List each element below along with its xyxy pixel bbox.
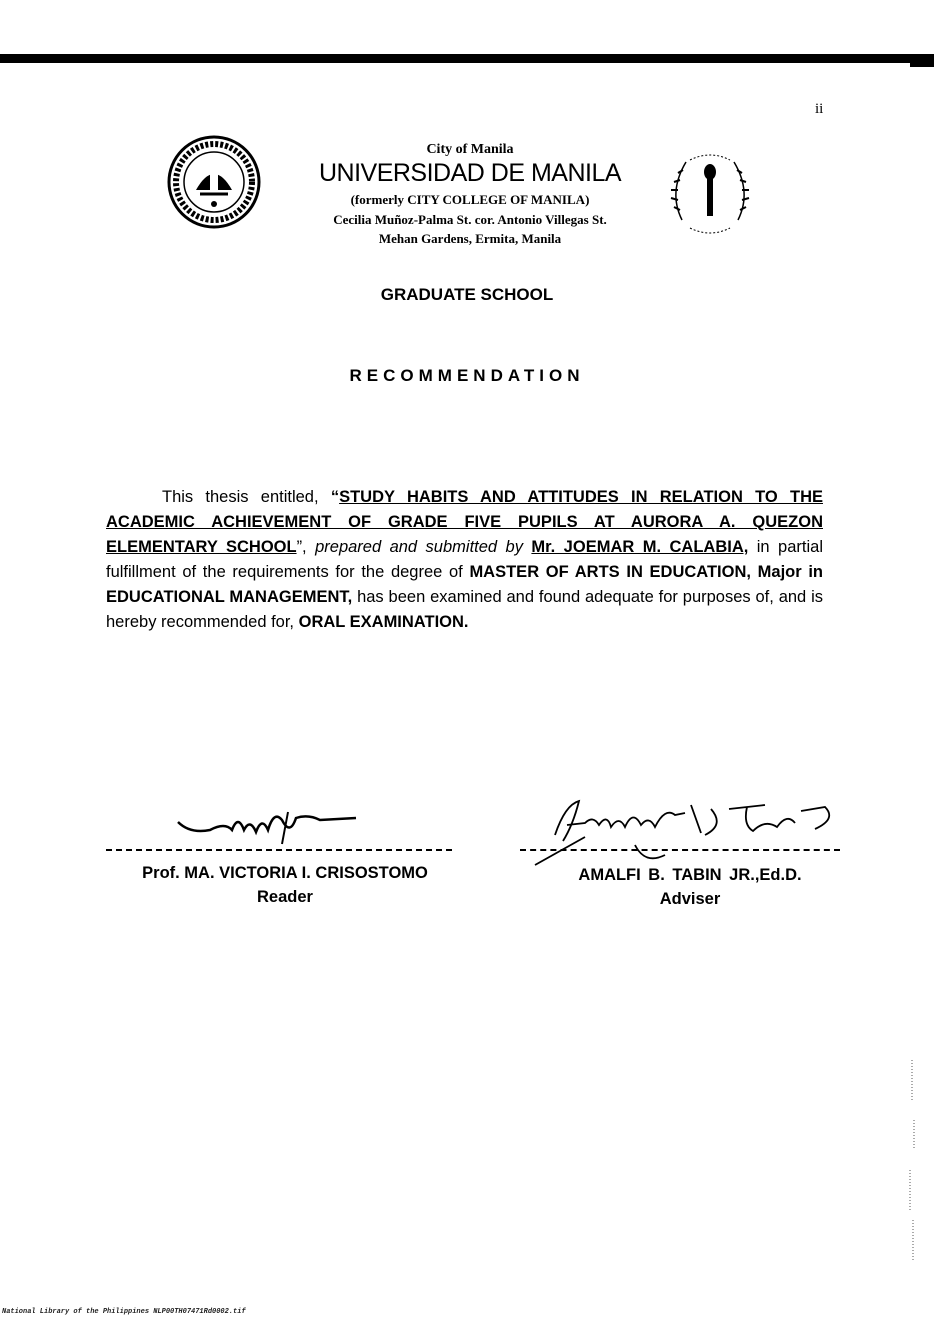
university-seal-left [166, 134, 262, 230]
letterhead [290, 141, 650, 248]
adviser-role: Adviser [659, 890, 721, 908]
reader-name: Prof. MA. VICTORIA I. CRISOSTOMO [142, 864, 428, 882]
reader-role: Reader [257, 888, 313, 906]
page-number: ii [815, 101, 824, 117]
address-line-1: Cecilia Muñoz-Palma St. cor. Antonio Villegas St. [333, 212, 607, 227]
address-line-2: Mehan Gardens, Ermita, Manila [378, 231, 562, 246]
adviser-signature-line [520, 849, 840, 851]
recommendation-body: This thesis entitled, “STUDY HABITS AND ATTITUDES IN RELATION TO THE ACADEMIC ACHIEVEMENT OF GRADE FIVE PUPILS AT AURORA A. QUEZON ELEMENTARY SCHOOL”, prepared and submitted by Mr. JOEMAR M. CALABIA, in partial fulfillment of the requirements for the degree of MASTER OF ARTS IN EDUCATION, Major in EDUCATIONAL MANAGEMENT, has been examined and found adequate for purposes of, and is hereby recommended for, ORAL EXAMINATION. [106, 488, 823, 631]
thesis-title: STUDY HABITS AND ATTITUDES IN RELATION TO THE ACADEMIC ACHIEVEMENT OF GRADE FIVE PUPILS AT AURORA A. QUEZON ELEMENTARY SCHOOL [106, 488, 823, 556]
recommendation-heading: RECOMMENDATION [349, 366, 585, 385]
city-name: City of Manila [426, 142, 514, 157]
graduate-school-title: GRADUATE SCHOOL [380, 285, 554, 304]
adviser-signature [515, 785, 845, 875]
scan-edge-noise [900, 1060, 918, 1260]
scan-footer: National Library of the Philippines NLP00TH07471Rd0002.tif [2, 1308, 246, 1316]
former-name: (formerly CITY COLLEGE OF MANILA) [350, 192, 590, 207]
graduate-school-seal-right [660, 148, 760, 238]
top-border-end [910, 58, 934, 67]
reader-signature [170, 800, 370, 850]
university-name: UNIVERSIDAD DE MANILA [318, 159, 622, 187]
reader-signature-line [106, 849, 452, 851]
degree: MASTER OF ARTS IN EDUCATION, Major in EDUCATIONAL MANAGEMENT, [106, 563, 823, 606]
adviser-name: AMALFI B. TABIN JR.,Ed.D. [578, 866, 802, 884]
author-name: Mr. JOEMAR M. CALABIA, [531, 538, 749, 556]
examination: ORAL EXAMINATION. [298, 613, 469, 631]
top-border [0, 54, 934, 63]
